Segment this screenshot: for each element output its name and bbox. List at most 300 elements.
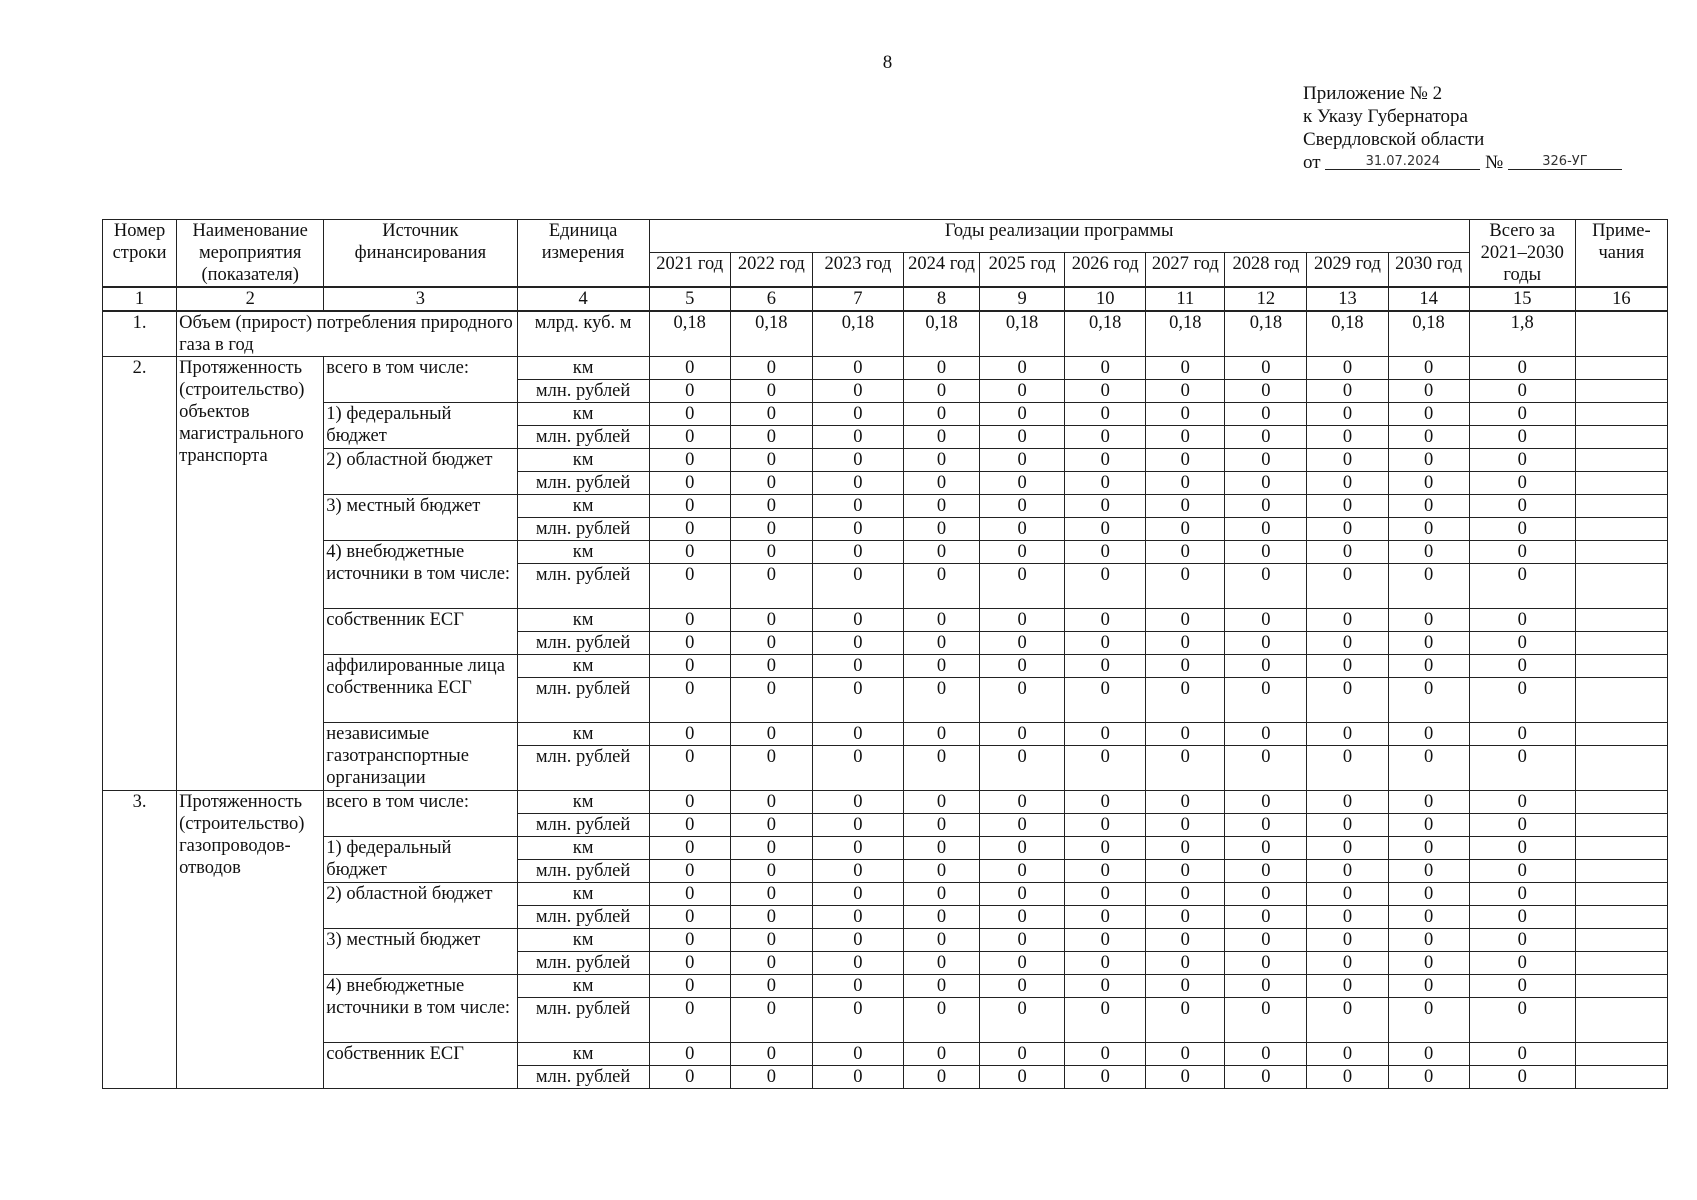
value-cell: 0	[1225, 952, 1307, 975]
value-cell: 0	[1065, 975, 1146, 998]
value-cell: 0	[812, 998, 903, 1043]
total-cell: 0	[1469, 723, 1575, 746]
value-cell: 0	[649, 655, 730, 678]
unit-cell: млн. рублей	[517, 564, 649, 609]
unit-cell: млн. рублей	[517, 746, 649, 791]
value-cell: 0	[903, 975, 979, 998]
value-cell: 0	[1065, 632, 1146, 655]
value-cell: 0	[903, 814, 979, 837]
column-number: 3	[324, 287, 517, 311]
unit-cell: км	[517, 1043, 649, 1066]
value-cell: 0	[1307, 403, 1388, 426]
value-cell: 0	[1146, 929, 1225, 952]
value-cell: 0	[1307, 723, 1388, 746]
total-cell: 0	[1469, 1043, 1575, 1066]
value-cell: 0	[812, 609, 903, 632]
value-cell: 0	[812, 541, 903, 564]
note-cell	[1575, 678, 1667, 723]
value-cell: 0	[1225, 975, 1307, 998]
value-cell: 0	[980, 518, 1065, 541]
header-year: 2028 год	[1225, 253, 1307, 287]
total-cell: 0	[1469, 837, 1575, 860]
unit-cell: млрд. куб. м	[517, 311, 649, 357]
value-cell: 0	[1225, 632, 1307, 655]
total-cell: 0	[1469, 655, 1575, 678]
value-cell: 0	[730, 860, 812, 883]
value-cell: 0	[812, 929, 903, 952]
table-row	[103, 929, 1668, 952]
value-cell: 0,18	[649, 311, 730, 357]
value-cell: 0	[1388, 357, 1469, 380]
note-cell	[1575, 357, 1667, 380]
total-cell: 0	[1469, 564, 1575, 609]
note-cell	[1575, 883, 1667, 906]
value-cell: 0	[812, 723, 903, 746]
value-cell: 0	[1065, 837, 1146, 860]
unit-cell: млн. рублей	[517, 426, 649, 449]
note-cell	[1575, 723, 1667, 746]
value-cell: 0	[730, 632, 812, 655]
value-cell: 0	[649, 403, 730, 426]
value-cell: 0	[1146, 746, 1225, 791]
value-cell: 0	[1307, 814, 1388, 837]
value-cell: 0	[980, 380, 1065, 403]
value-cell: 0	[903, 380, 979, 403]
column-number: 6	[730, 287, 812, 311]
table-row	[103, 609, 1668, 632]
value-cell: 0	[903, 564, 979, 609]
value-cell: 0	[1225, 814, 1307, 837]
column-number: 16	[1575, 287, 1667, 311]
value-cell: 0	[812, 860, 903, 883]
value-cell: 0	[649, 906, 730, 929]
value-cell: 0	[812, 655, 903, 678]
value-cell: 0	[1388, 837, 1469, 860]
value-cell: 0	[1388, 791, 1469, 814]
value-cell: 0	[1307, 998, 1388, 1043]
value-cell: 0	[730, 952, 812, 975]
value-cell: 0	[812, 814, 903, 837]
value-cell: 0	[812, 380, 903, 403]
value-cell: 0	[1307, 472, 1388, 495]
value-cell: 0,18	[1225, 311, 1307, 357]
value-cell: 0,18	[1065, 311, 1146, 357]
value-cell: 0	[1065, 929, 1146, 952]
value-cell: 0	[812, 678, 903, 723]
note-cell	[1575, 380, 1667, 403]
value-cell: 0	[1065, 678, 1146, 723]
value-cell: 0	[1225, 426, 1307, 449]
value-cell: 0	[812, 1043, 903, 1066]
value-cell: 0	[1225, 403, 1307, 426]
value-cell: 0	[903, 609, 979, 632]
note-cell	[1575, 952, 1667, 975]
value-cell: 0	[812, 791, 903, 814]
table-row	[103, 837, 1668, 860]
unit-cell: км	[517, 403, 649, 426]
value-cell: 0	[649, 791, 730, 814]
column-number: 15	[1469, 287, 1575, 311]
value-cell: 0	[730, 380, 812, 403]
value-cell: 0	[1307, 1066, 1388, 1089]
total-cell: 0	[1469, 472, 1575, 495]
total-cell: 0	[1469, 380, 1575, 403]
unit-cell: млн. рублей	[517, 860, 649, 883]
value-cell: 0	[812, 518, 903, 541]
value-cell: 0	[1225, 1066, 1307, 1089]
value-cell: 0	[812, 632, 903, 655]
value-cell: 0	[1146, 998, 1225, 1043]
value-cell: 0	[1307, 929, 1388, 952]
value-cell: 0	[1388, 518, 1469, 541]
value-cell: 0	[1307, 655, 1388, 678]
value-cell: 0	[980, 426, 1065, 449]
note-cell	[1575, 906, 1667, 929]
event-name: Объем (прирост) потребления природного газа в год	[177, 311, 517, 357]
total-cell: 0	[1469, 1066, 1575, 1089]
value-cell: 0	[980, 860, 1065, 883]
appendix-line-1: Приложение № 2	[1303, 83, 1443, 104]
value-cell: 0	[1065, 564, 1146, 609]
note-cell	[1575, 860, 1667, 883]
value-cell: 0	[1225, 380, 1307, 403]
funding-source: всего в том числе:	[324, 791, 517, 837]
value-cell: 0	[1065, 746, 1146, 791]
value-cell: 0	[649, 472, 730, 495]
value-cell: 0	[1146, 860, 1225, 883]
value-cell: 0	[980, 814, 1065, 837]
value-cell: 0	[903, 495, 979, 518]
value-cell: 0	[980, 723, 1065, 746]
value-cell: 0	[1225, 472, 1307, 495]
value-cell: 0	[1307, 518, 1388, 541]
total-cell: 0	[1469, 998, 1575, 1043]
value-cell: 0	[1225, 883, 1307, 906]
total-cell: 0	[1469, 746, 1575, 791]
unit-cell: млн. рублей	[517, 632, 649, 655]
note-cell	[1575, 929, 1667, 952]
value-cell: 0	[1146, 495, 1225, 518]
value-cell: 0	[649, 1066, 730, 1089]
column-number: 11	[1146, 287, 1225, 311]
value-cell: 0	[1146, 906, 1225, 929]
value-cell: 0	[1225, 998, 1307, 1043]
value-cell: 0	[1146, 632, 1225, 655]
value-cell: 0	[980, 929, 1065, 952]
value-cell: 0	[1388, 678, 1469, 723]
total-cell: 0	[1469, 814, 1575, 837]
appendix-line-2: к Указу Губернатора	[1303, 106, 1468, 127]
value-cell: 0	[1388, 723, 1469, 746]
value-cell: 0	[903, 1043, 979, 1066]
value-cell: 0	[730, 929, 812, 952]
note-cell	[1575, 998, 1667, 1043]
value-cell: 0	[812, 952, 903, 975]
column-number: 13	[1307, 287, 1388, 311]
value-cell: 0	[1225, 906, 1307, 929]
value-cell: 0	[649, 998, 730, 1043]
value-cell: 0	[1307, 678, 1388, 723]
value-cell: 0	[980, 632, 1065, 655]
value-cell: 0	[1065, 609, 1146, 632]
header-year: 2027 год	[1146, 253, 1225, 287]
value-cell: 0	[649, 564, 730, 609]
value-cell: 0	[1307, 791, 1388, 814]
funding-source: 2) областной бюджет	[324, 883, 517, 929]
value-cell: 0	[903, 998, 979, 1043]
value-cell: 0	[980, 564, 1065, 609]
row-number: 2.	[103, 357, 177, 791]
value-cell: 0	[903, 632, 979, 655]
value-cell: 0,18	[903, 311, 979, 357]
value-cell: 0	[980, 495, 1065, 518]
value-cell: 0	[1065, 426, 1146, 449]
table-row	[103, 791, 1668, 814]
value-cell: 0	[1146, 723, 1225, 746]
value-cell: 0	[980, 952, 1065, 975]
value-cell: 0	[980, 655, 1065, 678]
total-cell: 0	[1469, 906, 1575, 929]
value-cell: 0	[1388, 929, 1469, 952]
unit-cell: км	[517, 837, 649, 860]
value-cell: 0	[1388, 906, 1469, 929]
value-cell: 0	[980, 1066, 1065, 1089]
unit-cell: млн. рублей	[517, 472, 649, 495]
value-cell: 0	[1388, 952, 1469, 975]
value-cell: 0	[1065, 1043, 1146, 1066]
value-cell: 0	[980, 791, 1065, 814]
table-row	[103, 495, 1668, 518]
value-cell: 0	[980, 449, 1065, 472]
value-cell: 0	[1146, 403, 1225, 426]
value-cell: 0	[980, 746, 1065, 791]
value-cell: 0	[812, 906, 903, 929]
value-cell: 0	[1065, 791, 1146, 814]
value-cell: 0	[730, 1066, 812, 1089]
column-number: 8	[903, 287, 979, 311]
column-number: 1	[103, 287, 177, 311]
value-cell: 0	[649, 929, 730, 952]
note-cell	[1575, 495, 1667, 518]
value-cell: 0	[1388, 495, 1469, 518]
value-cell: 0	[1388, 814, 1469, 837]
value-cell: 0	[1065, 883, 1146, 906]
value-cell: 0	[649, 837, 730, 860]
value-cell: 0	[812, 564, 903, 609]
table-row	[103, 1043, 1668, 1066]
value-cell: 0	[1388, 449, 1469, 472]
funding-source: 3) местный бюджет	[324, 495, 517, 541]
header-year: 2024 год	[903, 253, 979, 287]
value-cell: 0	[730, 609, 812, 632]
table-row	[103, 403, 1668, 426]
value-cell: 0	[649, 357, 730, 380]
value-cell: 0	[980, 883, 1065, 906]
column-number: 10	[1065, 287, 1146, 311]
value-cell: 0	[730, 495, 812, 518]
value-cell: 0	[1065, 952, 1146, 975]
value-cell: 0	[903, 655, 979, 678]
value-cell: 0	[1146, 609, 1225, 632]
value-cell: 0	[1388, 426, 1469, 449]
note-cell	[1575, 472, 1667, 495]
value-cell: 0	[1307, 975, 1388, 998]
value-cell: 0	[1146, 449, 1225, 472]
value-cell: 0	[812, 495, 903, 518]
value-cell: 0	[1065, 906, 1146, 929]
value-cell: 0	[1146, 472, 1225, 495]
value-cell: 0	[1225, 929, 1307, 952]
table-row	[103, 449, 1668, 472]
unit-cell: км	[517, 357, 649, 380]
value-cell: 0	[730, 678, 812, 723]
value-cell: 0	[1065, 541, 1146, 564]
value-cell: 0	[1225, 723, 1307, 746]
funding-source: независимые газотранспортные организации	[324, 723, 517, 791]
value-cell: 0	[649, 746, 730, 791]
value-cell: 0	[980, 609, 1065, 632]
value-cell: 0	[1307, 746, 1388, 791]
note-cell	[1575, 1043, 1667, 1066]
value-cell: 0	[903, 791, 979, 814]
value-cell: 0	[903, 906, 979, 929]
value-cell: 0	[730, 998, 812, 1043]
value-cell: 0	[903, 678, 979, 723]
header-source: Источник финансирования	[324, 220, 517, 288]
value-cell: 0	[903, 357, 979, 380]
value-cell: 0	[1388, 403, 1469, 426]
header-years-group: Годы реализации программы	[649, 220, 1469, 253]
unit-cell: км	[517, 883, 649, 906]
value-cell: 0	[1065, 380, 1146, 403]
value-cell: 0	[1307, 906, 1388, 929]
appendix-date-line	[1303, 151, 1622, 174]
total-cell: 0	[1469, 632, 1575, 655]
value-cell: 0	[1225, 449, 1307, 472]
value-cell: 0	[730, 837, 812, 860]
value-cell: 0	[1307, 952, 1388, 975]
note-cell	[1575, 1066, 1667, 1089]
number-label: №	[1485, 152, 1504, 173]
value-cell: 0	[1065, 518, 1146, 541]
value-cell: 0	[730, 403, 812, 426]
value-cell: 0	[1146, 952, 1225, 975]
unit-cell: км	[517, 791, 649, 814]
value-cell: 0	[1065, 495, 1146, 518]
value-cell: 0	[1146, 655, 1225, 678]
value-cell: 0	[1065, 1066, 1146, 1089]
table-row	[103, 975, 1668, 998]
value-cell: 0	[903, 472, 979, 495]
value-cell: 0	[1146, 541, 1225, 564]
total-cell: 0	[1469, 929, 1575, 952]
note-cell	[1575, 632, 1667, 655]
total-cell: 0	[1469, 678, 1575, 723]
value-cell: 0	[730, 472, 812, 495]
table-row	[103, 655, 1668, 678]
funding-source: аффилированные лица собственника ЕСГ	[324, 655, 517, 723]
unit-cell: км	[517, 975, 649, 998]
funding-source: собственник ЕСГ	[324, 609, 517, 655]
value-cell: 0	[1388, 1066, 1469, 1089]
value-cell: 0	[1146, 883, 1225, 906]
value-cell: 0	[1388, 564, 1469, 609]
value-cell: 0	[903, 1066, 979, 1089]
total-cell: 0	[1469, 426, 1575, 449]
note-cell	[1575, 426, 1667, 449]
column-number: 4	[517, 287, 649, 311]
value-cell: 0	[730, 357, 812, 380]
note-cell	[1575, 609, 1667, 632]
value-cell: 0,18	[812, 311, 903, 357]
value-cell: 0	[903, 723, 979, 746]
value-cell: 0	[1146, 791, 1225, 814]
appendix-line-3: Свердловской области	[1303, 129, 1485, 150]
funding-source: 1) федеральный бюджет	[324, 403, 517, 449]
value-cell: 0,18	[1388, 311, 1469, 357]
value-cell: 0	[1388, 998, 1469, 1043]
value-cell: 0	[1146, 814, 1225, 837]
value-cell: 0	[649, 814, 730, 837]
value-cell: 0	[649, 883, 730, 906]
table-row	[103, 311, 1668, 357]
value-cell: 0	[903, 541, 979, 564]
value-cell: 0	[812, 883, 903, 906]
value-cell: 0	[649, 723, 730, 746]
value-cell: 0	[1065, 998, 1146, 1043]
total-cell: 0	[1469, 791, 1575, 814]
total-cell: 0	[1469, 449, 1575, 472]
total-cell: 0	[1469, 541, 1575, 564]
header-notes: Приме-чания	[1575, 220, 1667, 288]
value-cell: 0	[1388, 472, 1469, 495]
note-cell	[1575, 311, 1667, 357]
total-cell: 0	[1469, 860, 1575, 883]
note-cell	[1575, 814, 1667, 837]
value-cell: 0	[730, 518, 812, 541]
value-cell: 0	[1307, 495, 1388, 518]
value-cell: 0	[1065, 472, 1146, 495]
value-cell: 0	[1225, 541, 1307, 564]
unit-cell: млн. рублей	[517, 998, 649, 1043]
header-year: 2029 год	[1307, 253, 1388, 287]
total-cell: 0	[1469, 357, 1575, 380]
value-cell: 0	[730, 564, 812, 609]
from-label: от	[1303, 152, 1321, 173]
unit-cell: км	[517, 495, 649, 518]
value-cell: 0	[1065, 723, 1146, 746]
value-cell: 0	[903, 403, 979, 426]
total-cell: 0	[1469, 975, 1575, 998]
row-number: 1.	[103, 311, 177, 357]
unit-cell: км	[517, 449, 649, 472]
value-cell: 0	[1307, 564, 1388, 609]
value-cell: 0	[1225, 495, 1307, 518]
value-cell: 0	[1146, 1043, 1225, 1066]
value-cell: 0	[980, 975, 1065, 998]
value-cell: 0	[649, 609, 730, 632]
header-year: 2025 год	[980, 253, 1065, 287]
value-cell: 0	[649, 1043, 730, 1066]
appendix-header	[1303, 82, 1622, 174]
header-year: 2023 год	[812, 253, 903, 287]
value-cell: 0	[980, 541, 1065, 564]
value-cell: 0	[903, 860, 979, 883]
header-event-name: Наименование мероприятия (показателя)	[177, 220, 324, 288]
unit-cell: млн. рублей	[517, 380, 649, 403]
unit-cell: млн. рублей	[517, 814, 649, 837]
value-cell: 0	[730, 906, 812, 929]
